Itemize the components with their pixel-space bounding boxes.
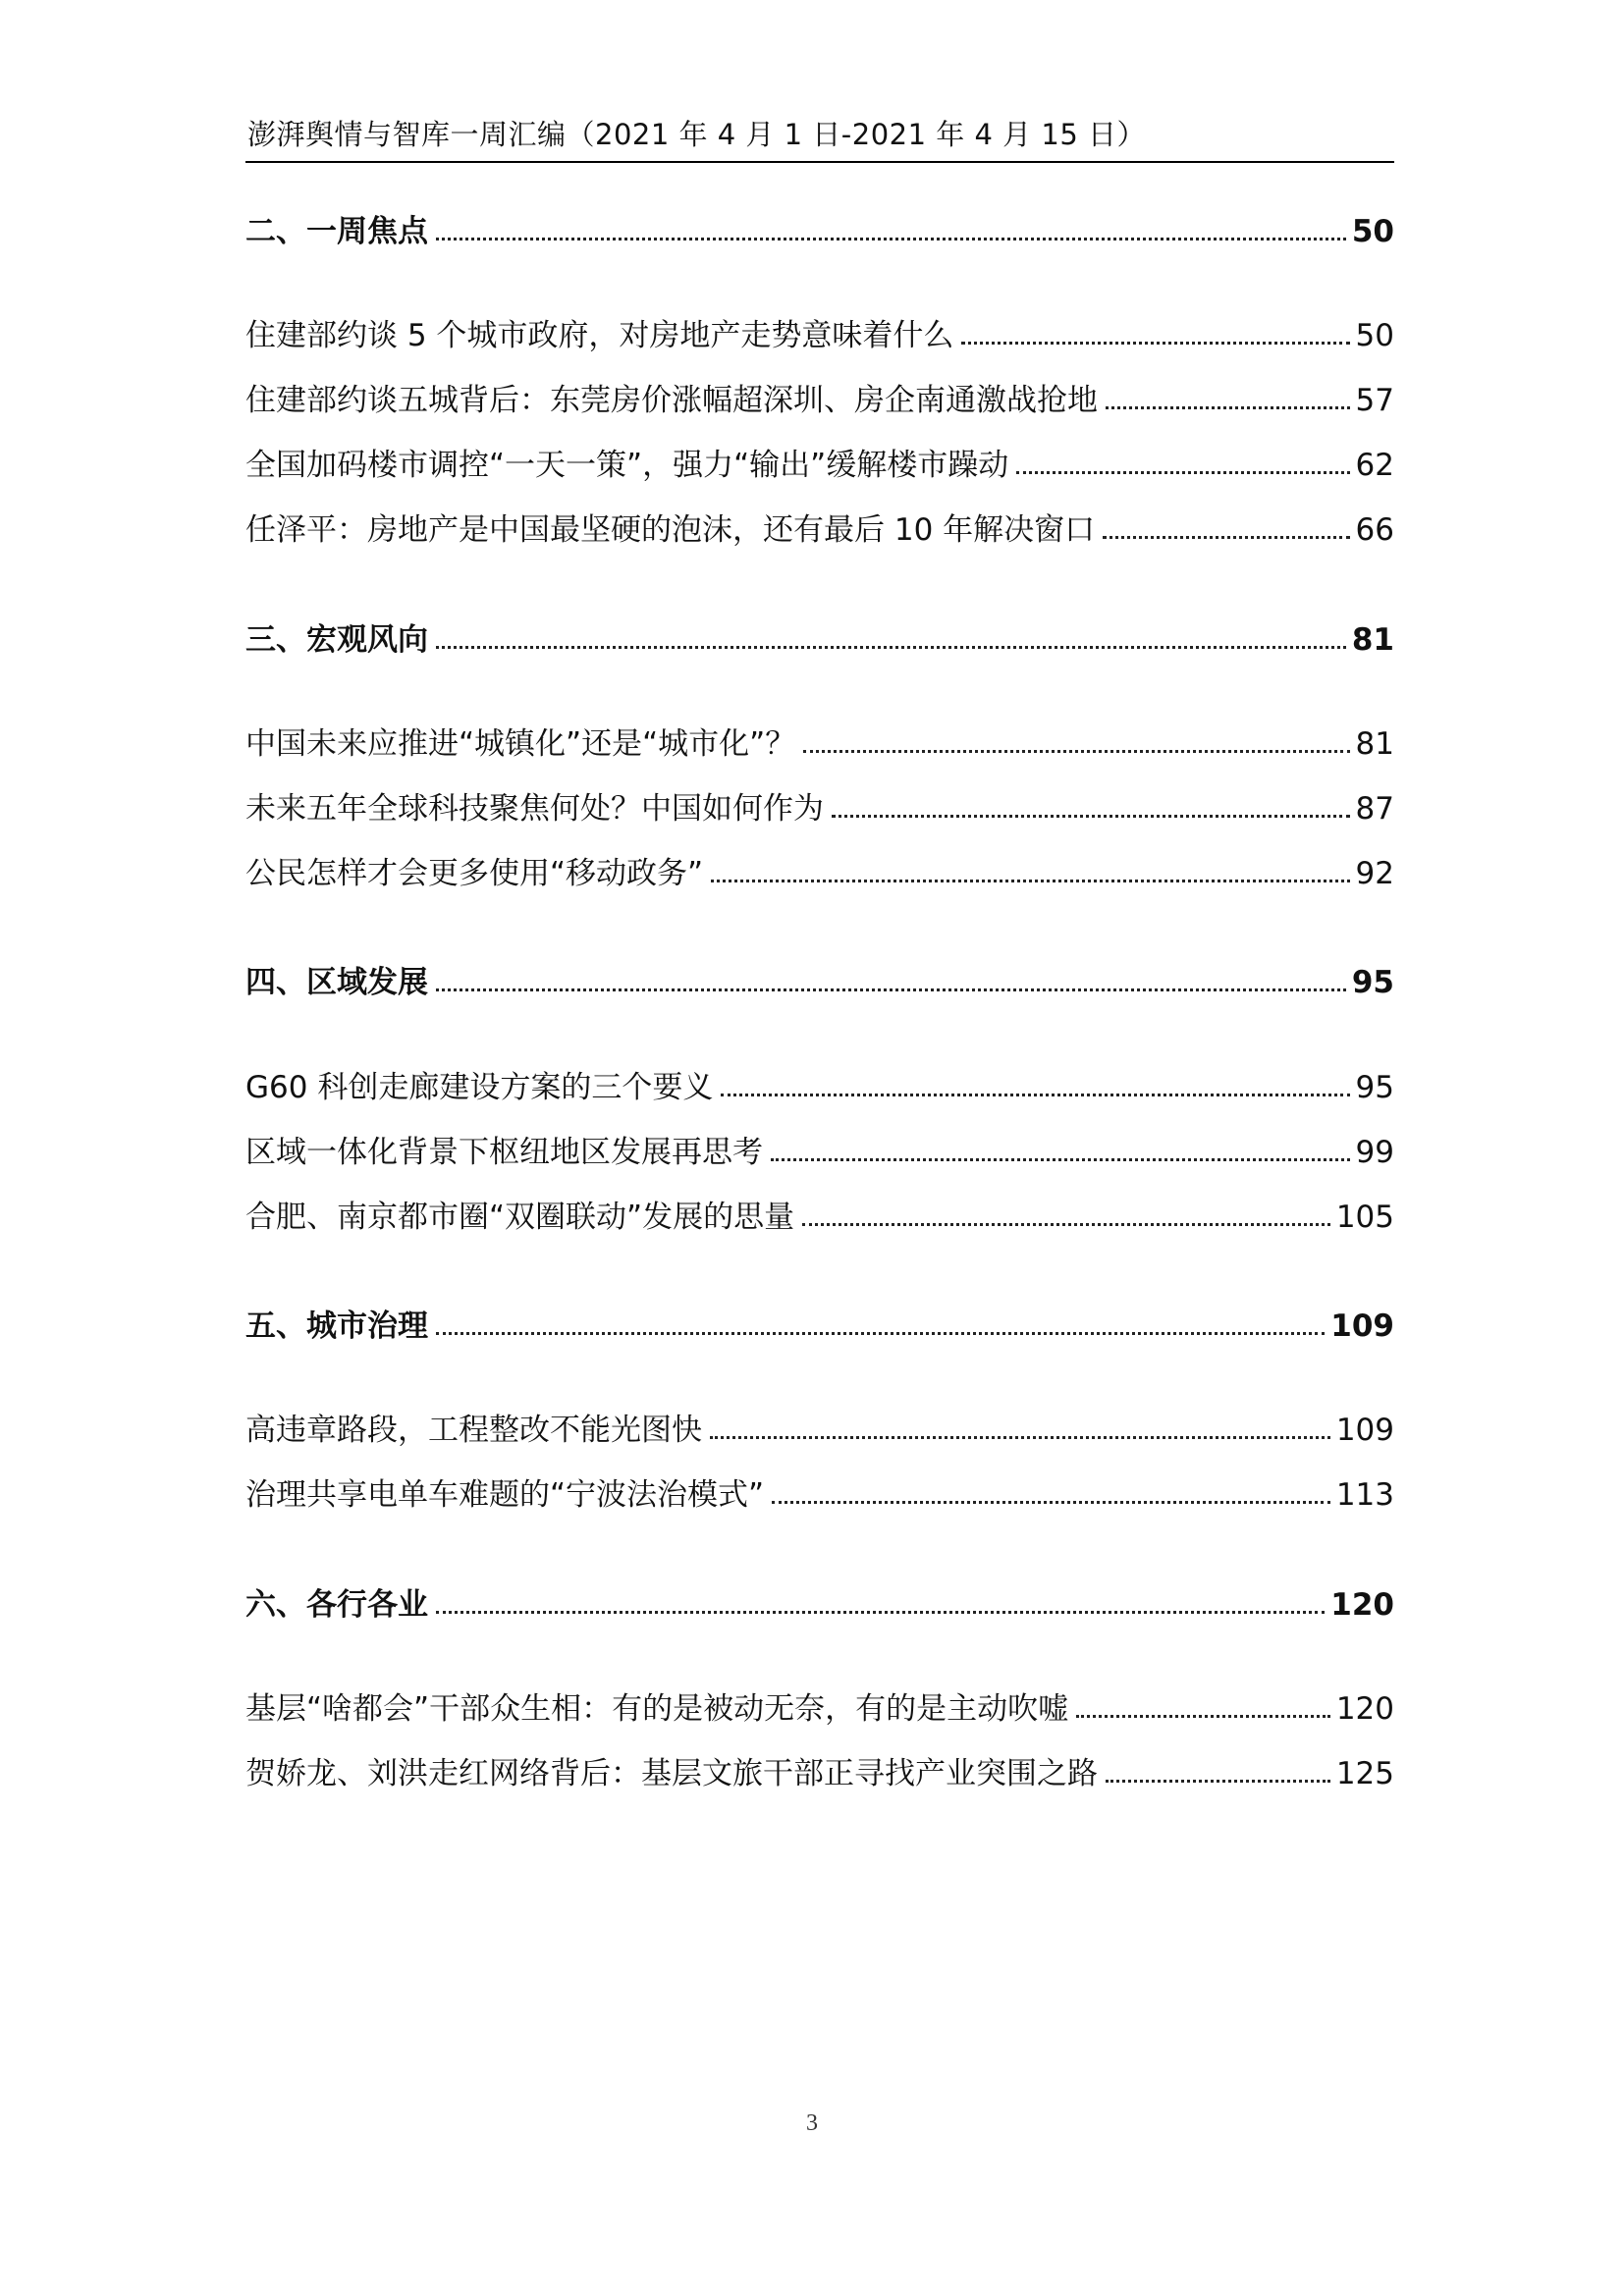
toc-entry[interactable]	[245, 507, 1394, 550]
dot-leader	[710, 1436, 1330, 1439]
toc-section-title: 二、一周焦点	[245, 214, 428, 249]
dot-leader	[1076, 1715, 1330, 1718]
toc-entry-title: 住建部约谈五城背后：东莞房价涨幅超深圳、房企南通激战抢地	[245, 383, 1098, 418]
toc-entry-title: 贺娇龙、刘洪走红网络背后：基层文旅干部正寻找产业突围之路	[245, 1756, 1098, 1791]
toc-section-title: 四、区域发展	[245, 965, 428, 1000]
toc-entry[interactable]	[245, 1064, 1394, 1107]
dot-leader	[436, 646, 1346, 649]
toc-entry-page: 113	[1335, 1477, 1394, 1513]
toc-entry-page: 62	[1355, 448, 1394, 483]
toc-section-page: 81	[1351, 622, 1394, 658]
toc-entry-title: 住建部约谈 5 个城市政府，对房地产走势意味着什么	[245, 318, 954, 353]
toc-entry[interactable]	[245, 1194, 1394, 1237]
toc-entry-page: 109	[1335, 1413, 1394, 1448]
toc-entry[interactable]	[245, 1685, 1394, 1729]
toc-entry[interactable]	[245, 850, 1394, 893]
dot-leader	[771, 1158, 1350, 1161]
toc-entry-page: 57	[1355, 383, 1394, 418]
toc-entry[interactable]	[245, 785, 1394, 828]
toc-entry[interactable]	[245, 377, 1394, 420]
header-title: 澎湃舆情与智库一周汇编（2021 年 4 月 1 日-2021 年 4 月 15 日）	[247, 118, 1147, 151]
toc-entry-title: 全国加码楼市调控“一天一策”，强力“输出”缓解楼市躁动	[245, 448, 1009, 483]
toc-entry[interactable]	[245, 442, 1394, 485]
dot-leader	[832, 815, 1350, 818]
toc-section-page: 95	[1351, 965, 1394, 1000]
toc-entry-page: 125	[1335, 1756, 1394, 1791]
dot-leader	[1103, 536, 1349, 539]
toc-section-page: 50	[1351, 214, 1394, 249]
dot-leader	[1016, 471, 1349, 474]
toc-entry-title: 治理共享电单车难题的“宁波法治模式”	[245, 1477, 765, 1513]
toc-section-weekly-focus[interactable]	[245, 208, 1394, 251]
toc-section-page: 109	[1330, 1308, 1394, 1344]
toc-entry-page: 81	[1355, 726, 1394, 762]
toc-entry[interactable]	[245, 1129, 1394, 1172]
toc-entry-title: 任泽平：房地产是中国最坚硬的泡沫，还有最后 10 年解决窗口	[245, 512, 1096, 548]
page-number: 3	[806, 2110, 818, 2136]
toc-entry-title: 区域一体化背景下枢纽地区发展再思考	[245, 1135, 763, 1170]
toc-entry-title: 中国未来应推进“城镇化”还是“城市化”？	[245, 726, 796, 762]
dot-leader	[436, 988, 1346, 991]
toc-entry-title: 公民怎样才会更多使用“移动政务”	[245, 856, 704, 891]
dot-leader	[803, 750, 1349, 753]
dot-leader	[1106, 406, 1350, 409]
toc-entry-page: 95	[1355, 1070, 1394, 1105]
toc-section-title: 六、各行各业	[245, 1587, 428, 1623]
toc-section-urban-governance[interactable]	[245, 1303, 1394, 1346]
toc-section-macro-trends[interactable]	[245, 616, 1394, 660]
toc-entry-page: 120	[1335, 1691, 1394, 1727]
dot-leader	[772, 1501, 1330, 1504]
toc-entry-title: 合肥、南京都市圈“双圈联动”发展的思量	[245, 1200, 795, 1235]
toc-entry-title: 基层“啥都会”干部众生相：有的是被动无奈，有的是主动吹嘘	[245, 1691, 1069, 1727]
dot-leader	[961, 342, 1349, 345]
toc-entry-page: 92	[1355, 856, 1394, 891]
dot-leader	[1106, 1780, 1330, 1783]
dot-leader	[711, 880, 1349, 882]
toc-section-regional-development[interactable]	[245, 959, 1394, 1002]
toc-entry-page: 50	[1355, 318, 1394, 353]
toc-entry[interactable]	[245, 1471, 1394, 1515]
toc-entry-page: 105	[1335, 1200, 1394, 1235]
toc-entry-page: 87	[1355, 791, 1394, 827]
toc-section-title: 五、城市治理	[245, 1308, 428, 1344]
dot-leader	[436, 1332, 1325, 1335]
dot-leader	[802, 1223, 1330, 1226]
dot-leader	[436, 1611, 1325, 1614]
dot-leader	[721, 1094, 1349, 1096]
toc-entry[interactable]	[245, 721, 1394, 764]
toc-section-title: 三、宏观风向	[245, 622, 428, 658]
toc-entry-page: 99	[1355, 1135, 1394, 1170]
toc-entry[interactable]	[245, 1407, 1394, 1450]
toc-entry-title: 高违章路段，工程整改不能光图快	[245, 1413, 702, 1448]
toc-section-page: 120	[1330, 1587, 1394, 1623]
toc-section-industries[interactable]	[245, 1581, 1394, 1625]
toc-entry-title: 未来五年全球科技聚焦何处？中国如何作为	[245, 791, 824, 827]
toc-entry[interactable]	[245, 1750, 1394, 1793]
toc-entry[interactable]	[245, 312, 1394, 355]
toc-entry-page: 66	[1355, 512, 1394, 548]
table-of-contents	[245, 0, 1394, 2296]
dot-leader	[436, 238, 1346, 240]
toc-entry-title: G60 科创走廊建设方案的三个要义	[245, 1070, 714, 1105]
